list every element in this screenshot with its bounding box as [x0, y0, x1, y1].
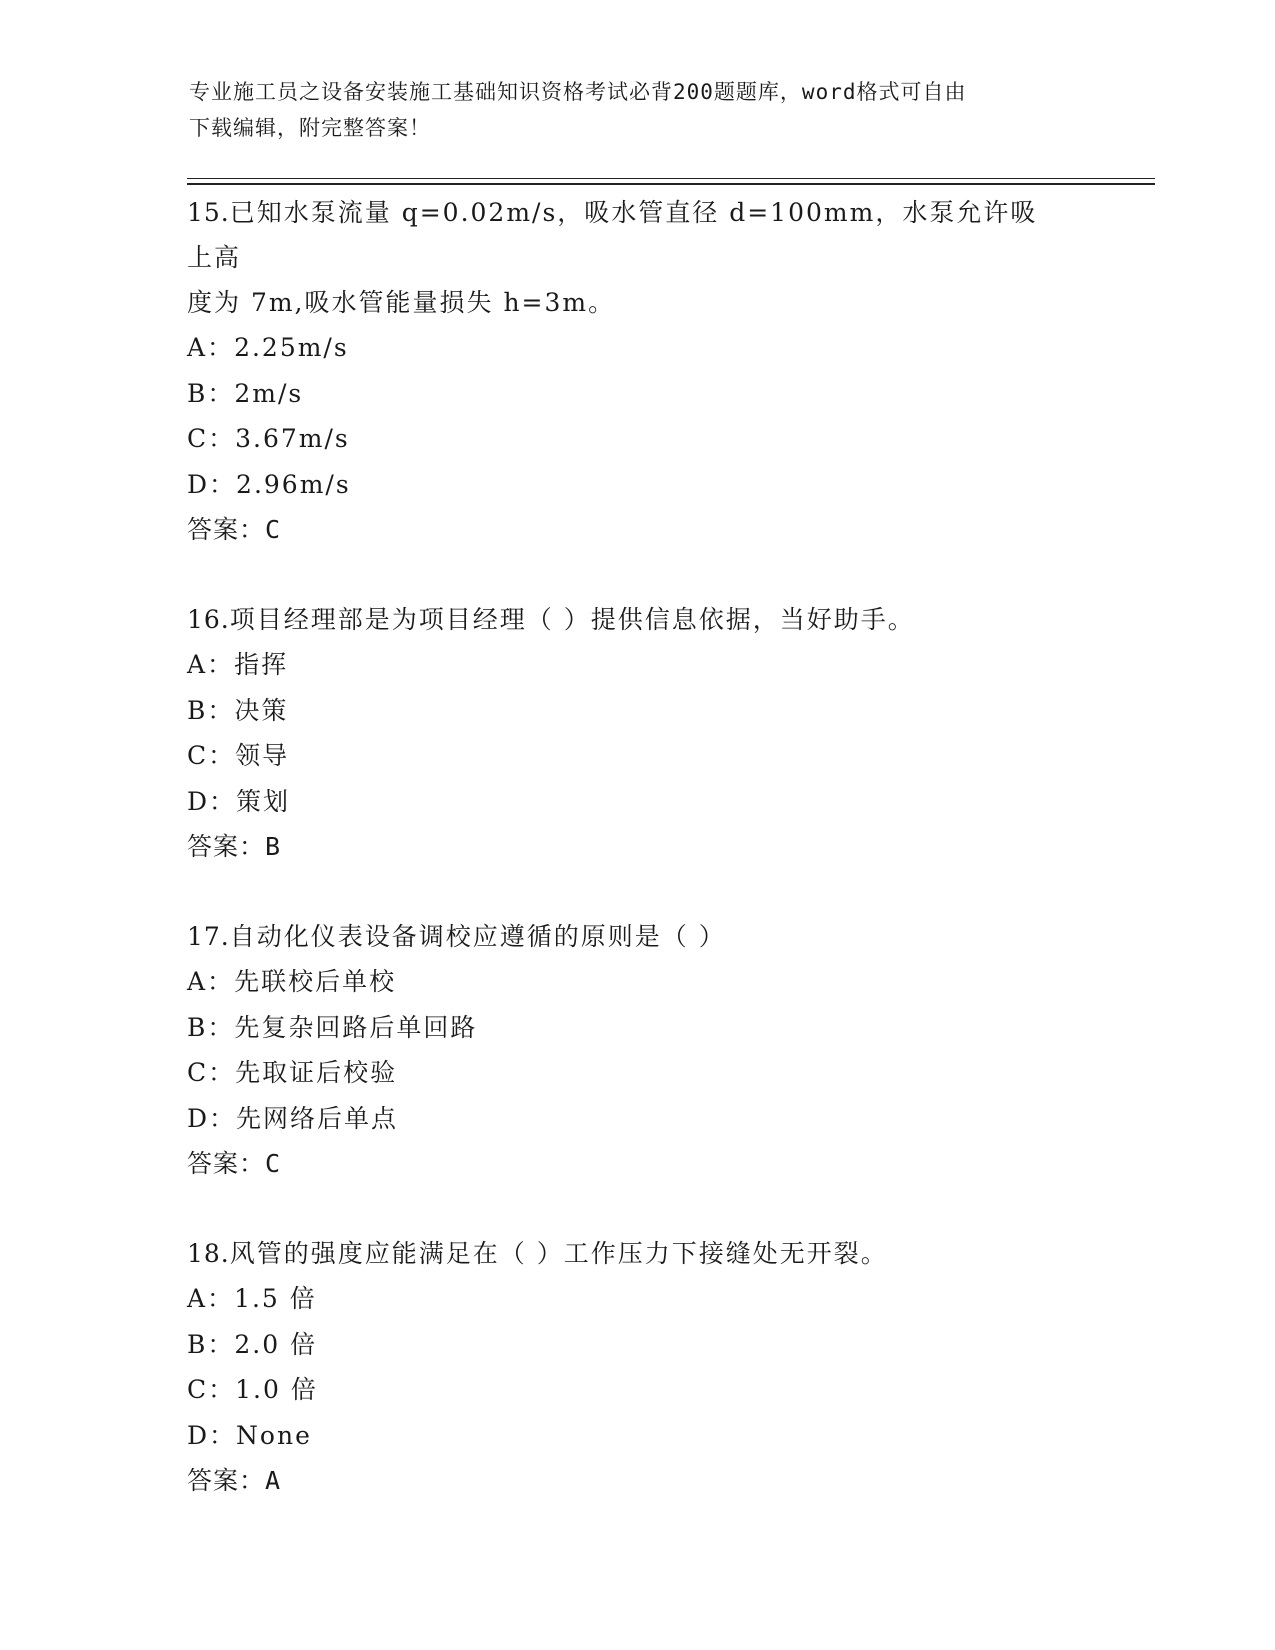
question-18: [187, 1231, 1087, 1503]
option-key: C：: [187, 1375, 236, 1404]
header-line-1: 专业施工员之设备安装施工基础知识资格考试必背200题题库，word格式可自由: [189, 80, 967, 104]
option-c: [187, 733, 1087, 779]
question-text: [187, 1231, 1057, 1276]
option-text: 领导: [235, 741, 290, 770]
question-15: [187, 190, 1087, 552]
option-text: 先复杂回路后单回路: [234, 1012, 478, 1042]
header-divider-thin: [187, 178, 1155, 179]
question-17: [187, 914, 1087, 1186]
header-divider-thick: [187, 183, 1155, 185]
question-text: [187, 597, 1057, 642]
question-text-line-2: 度为 7m,吸水管能量损失 h=3m。: [187, 288, 616, 317]
answer-value: C: [265, 515, 282, 544]
answer-label: 答案：: [187, 515, 266, 544]
option-key: D：: [187, 1420, 237, 1450]
option-c: [187, 1050, 1087, 1096]
option-text: 2.0 倍: [234, 1329, 318, 1359]
option-text: 决策: [234, 695, 289, 725]
option-key: D：: [187, 1103, 237, 1133]
option-text: 3.67m/s: [235, 424, 350, 453]
option-a: [187, 325, 1087, 371]
option-key: B：: [187, 378, 235, 408]
option-a: [187, 1276, 1087, 1322]
option-d: [187, 1096, 1087, 1142]
answer-line: [187, 1458, 1087, 1503]
answer-line: [187, 1141, 1087, 1186]
option-text: 先联校后单校: [234, 967, 397, 996]
option-key: A：: [187, 1284, 235, 1313]
option-b: [187, 1322, 1087, 1368]
option-c: [187, 1367, 1087, 1413]
answer-value: A: [265, 1466, 282, 1495]
option-a: [187, 642, 1087, 688]
answer-line: [187, 824, 1087, 869]
option-text: 1.5 倍: [234, 1284, 317, 1313]
option-b: [187, 1005, 1087, 1051]
question-text-line-1: 自动化仪表设备调校应遵循的原则是（ ）: [229, 922, 726, 951]
option-text: 2.96m/s: [236, 469, 351, 499]
option-text: 2.25m/s: [234, 333, 349, 362]
option-text: 指挥: [234, 650, 289, 679]
option-text: 2m/s: [234, 378, 304, 408]
answer-line: [187, 507, 1087, 552]
option-d: [187, 1413, 1087, 1459]
question-list: [187, 190, 1087, 1548]
option-text: 1.0 倍: [235, 1375, 318, 1404]
option-text: None: [236, 1420, 312, 1450]
answer-label: 答案：: [187, 1466, 266, 1495]
question-text-line-1: 风管的强度应能满足在（ ）工作压力下接缝处无开裂。: [229, 1239, 888, 1268]
option-key: B：: [187, 1329, 235, 1359]
answer-value: C: [265, 1149, 282, 1178]
option-key: A：: [187, 650, 235, 679]
option-key: A：: [187, 967, 235, 996]
option-b: [187, 371, 1087, 417]
option-key: B：: [187, 1012, 235, 1042]
document-header: [189, 74, 1069, 146]
option-key: C：: [187, 1058, 236, 1087]
option-text: 策划: [236, 786, 291, 816]
option-d: [187, 462, 1087, 508]
option-key: D：: [187, 786, 237, 816]
question-text: [187, 190, 1057, 325]
option-d: [187, 779, 1087, 825]
question-number: 17.: [187, 922, 230, 951]
option-b: [187, 688, 1087, 734]
answer-label: 答案：: [187, 1149, 266, 1178]
header-line-2: 下载编辑，附完整答案！: [189, 116, 431, 140]
answer-label: 答案：: [187, 832, 266, 861]
question-text: [187, 914, 1057, 959]
question-number: 16.: [187, 605, 230, 634]
option-key: B：: [187, 695, 235, 725]
option-key: D：: [187, 469, 237, 499]
option-a: [187, 959, 1087, 1005]
question-text-line-1: 项目经理部是为项目经理（ ）提供信息依据，当好助手。: [229, 605, 915, 634]
option-text: 先网络后单点: [236, 1103, 399, 1133]
question-number: 18.: [187, 1239, 230, 1268]
option-key: A：: [187, 333, 235, 362]
answer-value: B: [265, 832, 282, 861]
question-number: 15.: [187, 198, 230, 227]
option-c: [187, 416, 1087, 462]
question-16: [187, 597, 1087, 869]
question-text-line-1: 已知水泵流量 q=0.02m/s，吸水管直径 d=100mm，水泵允许吸上高: [187, 198, 1038, 272]
option-key: C：: [187, 741, 236, 770]
option-text: 先取证后校验: [235, 1058, 398, 1087]
option-key: C：: [187, 424, 236, 453]
